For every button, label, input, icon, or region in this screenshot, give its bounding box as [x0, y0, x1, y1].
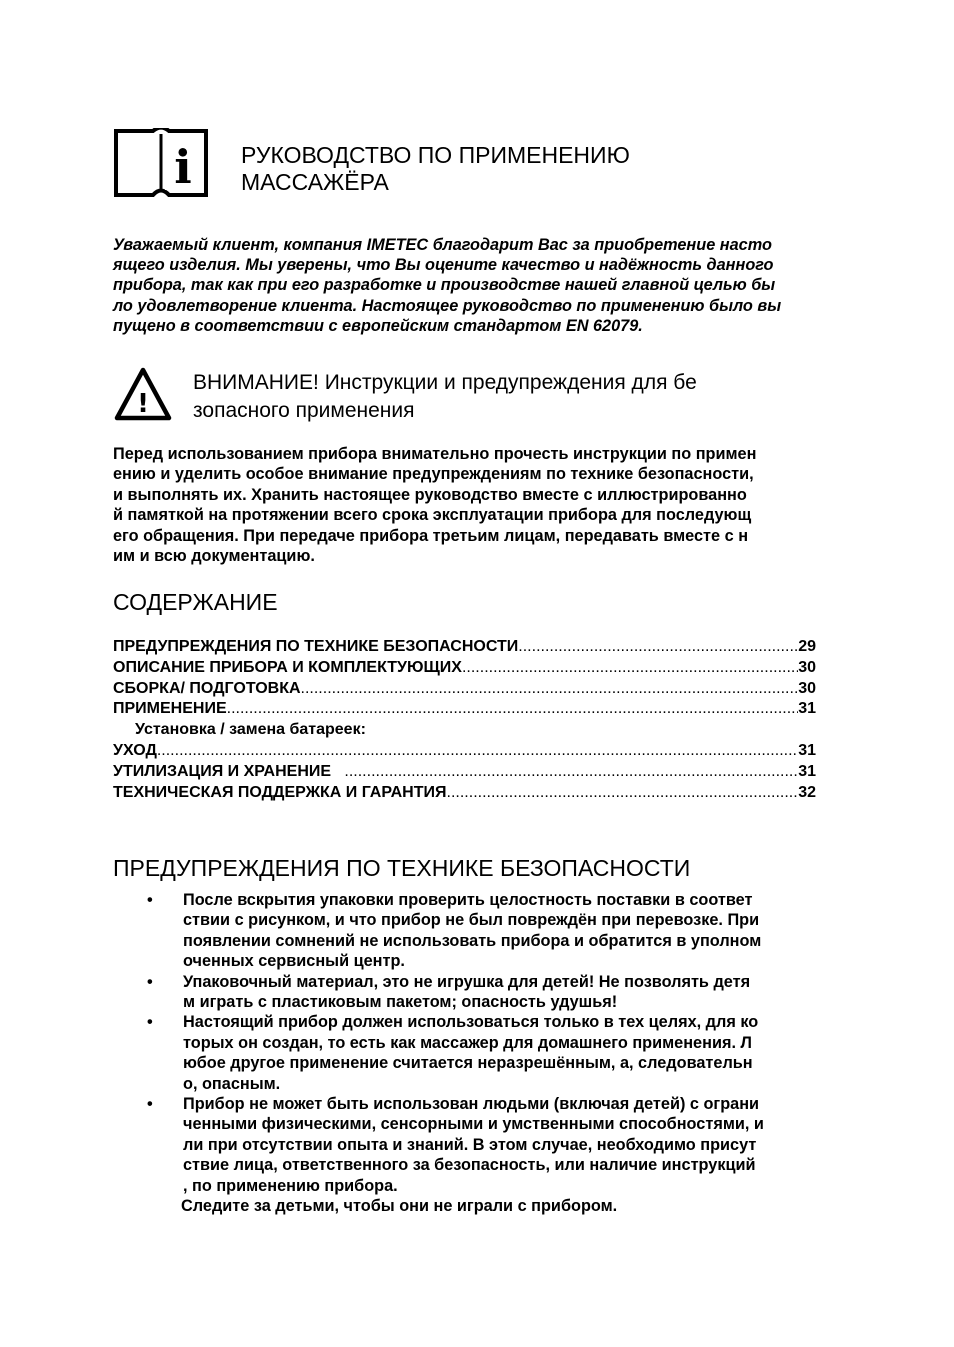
warning-line: им и всю документацию.: [113, 547, 315, 566]
list-item-line: оченных сервисный центр.: [183, 952, 405, 971]
intro-line: ло удовлетворение клиента. Настоящее руководство по применению было вы: [113, 296, 782, 315]
toc-item-label: ТЕХНИЧЕСКАЯ ПОДДЕРЖКА И ГАРАНТИЯ: [113, 783, 447, 801]
toc-leader: [518, 637, 798, 658]
toc-item-label: ПРИМЕНЕНИЕ: [113, 700, 227, 718]
toc-page-number: 29: [798, 638, 816, 655]
toc-item[interactable]: [113, 658, 816, 679]
toc-page-number: 32: [798, 783, 816, 801]
warning-title: [193, 369, 697, 425]
list-item-line: Упаковочный материал, это не игрушка для детей! Не позволять детя: [183, 972, 751, 991]
table-of-contents: [113, 637, 816, 803]
toc-item[interactable]: [113, 699, 816, 720]
warning-title-line: зопасного применения: [193, 399, 415, 422]
intro-line: прибора, так как при его разработке и производстве нашей главной целью бы: [113, 276, 776, 295]
safety-list: [140, 890, 830, 1217]
supervision-note: Следите за детьми, чтобы они не играли с прибором.: [181, 1197, 618, 1216]
toc-item[interactable]: [113, 783, 816, 804]
warning-header: [113, 366, 833, 426]
list-item: [140, 1012, 830, 1094]
toc-leader: [227, 699, 799, 720]
info-book-icon: [113, 128, 209, 198]
toc-item-label: СБОРКА/ ПОДГОТОВКА: [113, 679, 301, 697]
toc-title: СОДЕРЖАНИЕ: [113, 589, 278, 615]
toc-item[interactable]: [113, 741, 816, 762]
warning-title-line: ВНИМАНИЕ! Инструкции и предупреждения для бе: [193, 371, 697, 394]
toc-item-label: УХОД: [113, 741, 157, 759]
list-item-line: торых он создан, то есть как массажер для домашнего применения. Л: [183, 1033, 752, 1052]
svg-text:!: !: [137, 389, 149, 419]
bullet-marker: •: [147, 1013, 153, 1032]
warning-paragraph: [113, 444, 825, 566]
toc-item[interactable]: [113, 637, 816, 658]
warning-line: ению и уделить особое внимание предупреждениям по технике безопасности,: [113, 465, 754, 484]
list-item-line: о, опасным.: [183, 1074, 281, 1093]
toc-item-label: УТИЛИЗАЦИЯ И ХРАНЕНИЕ: [113, 762, 345, 780]
title-line: МАССАЖЁРА: [241, 169, 389, 195]
toc-page-number: 30: [798, 679, 816, 697]
list-item-line: появлении сомнений не использовать прибора и обратится в уполном: [183, 931, 762, 950]
toc-page-number: 30: [798, 658, 816, 676]
toc-page-number: 31: [798, 700, 816, 718]
list-item-line: м играть с пластиковым пакетом; опасность удушья!: [183, 993, 618, 1012]
toc-leader: [301, 679, 799, 700]
toc-leader: [344, 762, 798, 783]
title-line: РУКОВОДСТВО ПО ПРИМЕНЕНИЮ: [241, 142, 630, 168]
toc-leader: [447, 783, 799, 804]
warning-line: Перед использованием прибора внимательно прочесть инструкции по примен: [113, 445, 757, 463]
warning-line: и выполнять их. Хранить настоящее руководство вместе с иллюстрированно: [113, 485, 747, 504]
list-item-line: После вскрытия упаковки проверить целостность поставки в соответ: [183, 891, 753, 909]
intro-line: Уважаемый клиент, компания IMETEC благодарит Вас за приобретение насто: [113, 236, 772, 254]
document-title: [241, 142, 630, 196]
bullet-marker: •: [147, 1095, 153, 1114]
list-item-line: ли при отсутствии опыта и знаний. В этом случае, необходимо присут: [183, 1135, 757, 1154]
warning-line: его обращения. При передаче прибора третьим лицам, передавать вместе с н: [113, 526, 749, 545]
toc-page-number: 31: [798, 762, 816, 780]
warning-triangle-icon: [113, 366, 173, 422]
toc-leader: [462, 658, 798, 679]
warning-line: й памяткой на протяжении всего срока эксплуатации прибора для последующ: [113, 506, 752, 525]
svg-text:i: i: [174, 140, 192, 194]
document-header: [113, 128, 833, 200]
list-item-line: ствии с рисунком, и что прибор не был повреждён при перевозке. При: [183, 911, 760, 930]
toc-item-label: ПРЕДУПРЕЖДЕНИЯ ПО ТЕХНИКЕ БЕЗОПАСНОСТИ: [113, 638, 519, 655]
list-item-line: Настоящий прибор должен использоваться только в тех целях, для ко: [183, 1013, 759, 1032]
intro-line: ящего изделия. Мы уверены, что Вы оцените качество и надёжность данного: [113, 256, 774, 275]
list-item-line: Прибор не может быть использован людьми (включая детей) с ограни: [183, 1095, 760, 1114]
toc-subitem[interactable]: [113, 720, 816, 741]
bullet-marker: •: [147, 891, 153, 909]
list-item-line: , по применению прибора.: [183, 1176, 398, 1195]
intro-paragraph: [113, 235, 825, 336]
bullet-marker: •: [147, 972, 153, 991]
list-item-line: ствие лица, ответственного за безопасность, или наличие инструкций: [183, 1156, 756, 1175]
toc-item-label: ОПИСАНИЕ ПРИБОРА И КОМПЛЕКТУЮЩИХ: [113, 658, 462, 676]
list-item: [140, 972, 830, 1013]
toc-page-number: 31: [798, 741, 816, 759]
toc-item[interactable]: [113, 762, 816, 783]
toc-item[interactable]: [113, 679, 816, 700]
list-item-line: ченными физическими, сенсорными и умственными способностями, и: [183, 1115, 764, 1134]
intro-line: пущено в соответствии с европейским стандартом EN 62079.: [113, 316, 643, 335]
list-item: [140, 1094, 830, 1196]
list-item: [140, 890, 830, 972]
list-item-line: юбое другое применение считается неразрешённым, а, следовательн: [183, 1054, 753, 1073]
safety-section-title: ПРЕДУПРЕЖДЕНИЯ ПО ТЕХНИКЕ БЕЗОПАСНОСТИ: [113, 855, 691, 881]
toc-leader: [157, 741, 798, 762]
toc-item-label: Установка / замена батареек:: [135, 721, 366, 739]
